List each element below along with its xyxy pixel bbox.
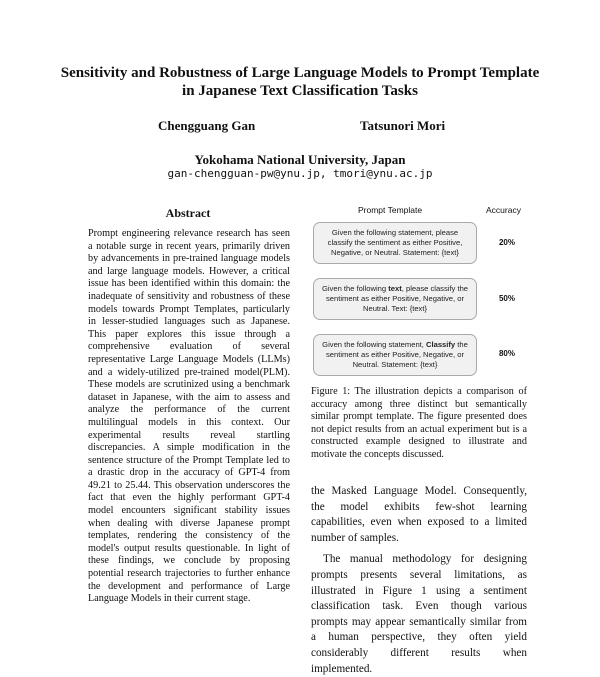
- prompt-template-1: Given the following statement, please classify the sentiment as either Positive, Negative, or Neutral. Statement: {text}: [313, 222, 477, 264]
- prompt-template-3: [313, 334, 477, 376]
- author-2: Tatsunori Mori: [360, 118, 446, 133]
- body-paragraph-2: The manual methodology for designing prompts presents several limitations, as illustrated in Figure 1 using a sentiment classification task. Even though various prompts may appear semantically similar from a human perspective, they often yield considerably different results when implemented.: [311, 553, 527, 675]
- prompt-3-changed-word: Classify: [426, 340, 456, 349]
- body-text-right-column: [311, 484, 527, 677]
- accuracy-value-1: 20%: [498, 238, 515, 247]
- prompt-2-changed-word: text: [388, 284, 402, 293]
- abstract-text: Prompt engineering relevance research has seen a notable surge in recent years, primarily driven by advancements in pre-trained language models and large language models. However, a critical issue has been identified within this domain: the inadequate of sensitivity and robustness of these models towards Prompt Templates, particularly in lesser-studied languages such as Japanese. This paper explores this issue through a comprehensive evaluation of several representative Large Language Models (LLMs) and a widely-utilized pre-trained model(PLM). These models are scrutinized using a benchmark dataset in Japanese, with the aim to assess and analyze the performance of the current multilingual models in this context. Our experimental results reveal startling discrepancies. A simple modification in the sentence structure of the Prompt Template led to a drastic drop in the accuracy of GPT-4 from 49.21 to 25.44. This observation underscores the fact that even the highly performant GPT-4 model encounters significant stability issues when dealing with diverse Japanese prompt templates, rendering the consistency of the model's output results questionable. In light of these findings, we conclude by proposing potential research trajectories to further enhance the development and performance of Large Language Models in their current stage.: [88, 228, 290, 605]
- prompt-template-2: [313, 278, 477, 320]
- prompt-3-post: the sentiment as either Positive, Negative, or Neutral. Statement: {text}: [325, 340, 468, 369]
- paper-title: [40, 64, 560, 100]
- abstract-heading: Abstract: [165, 206, 211, 220]
- author-1: Chengguang Gan: [158, 118, 256, 133]
- title-line-2: in Japanese Text Classification Tasks: [182, 83, 418, 99]
- accuracy-value-2: 50%: [498, 294, 515, 303]
- figure-caption: Figure 1: The illustration depicts a comparison of accuracy among three distinct but semantically similar prompt template. The figure presented does not depict results from an actual experiment but is a constructed example designed to illustrate and motivate the concepts discussed.: [311, 386, 527, 460]
- prompt-3-pre: Given the following statement,: [322, 340, 427, 349]
- title-line-1: Sensitivity and Robustness of Large Language Models to Prompt Template: [60, 65, 540, 81]
- body-paragraph-1: the Masked Language Model. Consequently, the model exhibits few-shot learning capabilities, even when exposed to a limited number of samples.: [311, 485, 527, 544]
- affiliation: Yokohama National University, Japan: [194, 152, 406, 167]
- prompt-2-post: , please classify the sentiment as either Positive, Negative, or Neutral. Text: {text}: [325, 284, 469, 313]
- accuracy-value-3: 80%: [498, 349, 515, 358]
- figure-column-prompt: Prompt Template: [358, 205, 423, 215]
- figure-column-accuracy: Accuracy: [486, 205, 521, 215]
- prompt-2-pre: Given the following: [321, 284, 389, 293]
- author-emails: gan-chengguan-pw@ynu.jp, tmori@ynu.ac.jp: [167, 167, 433, 180]
